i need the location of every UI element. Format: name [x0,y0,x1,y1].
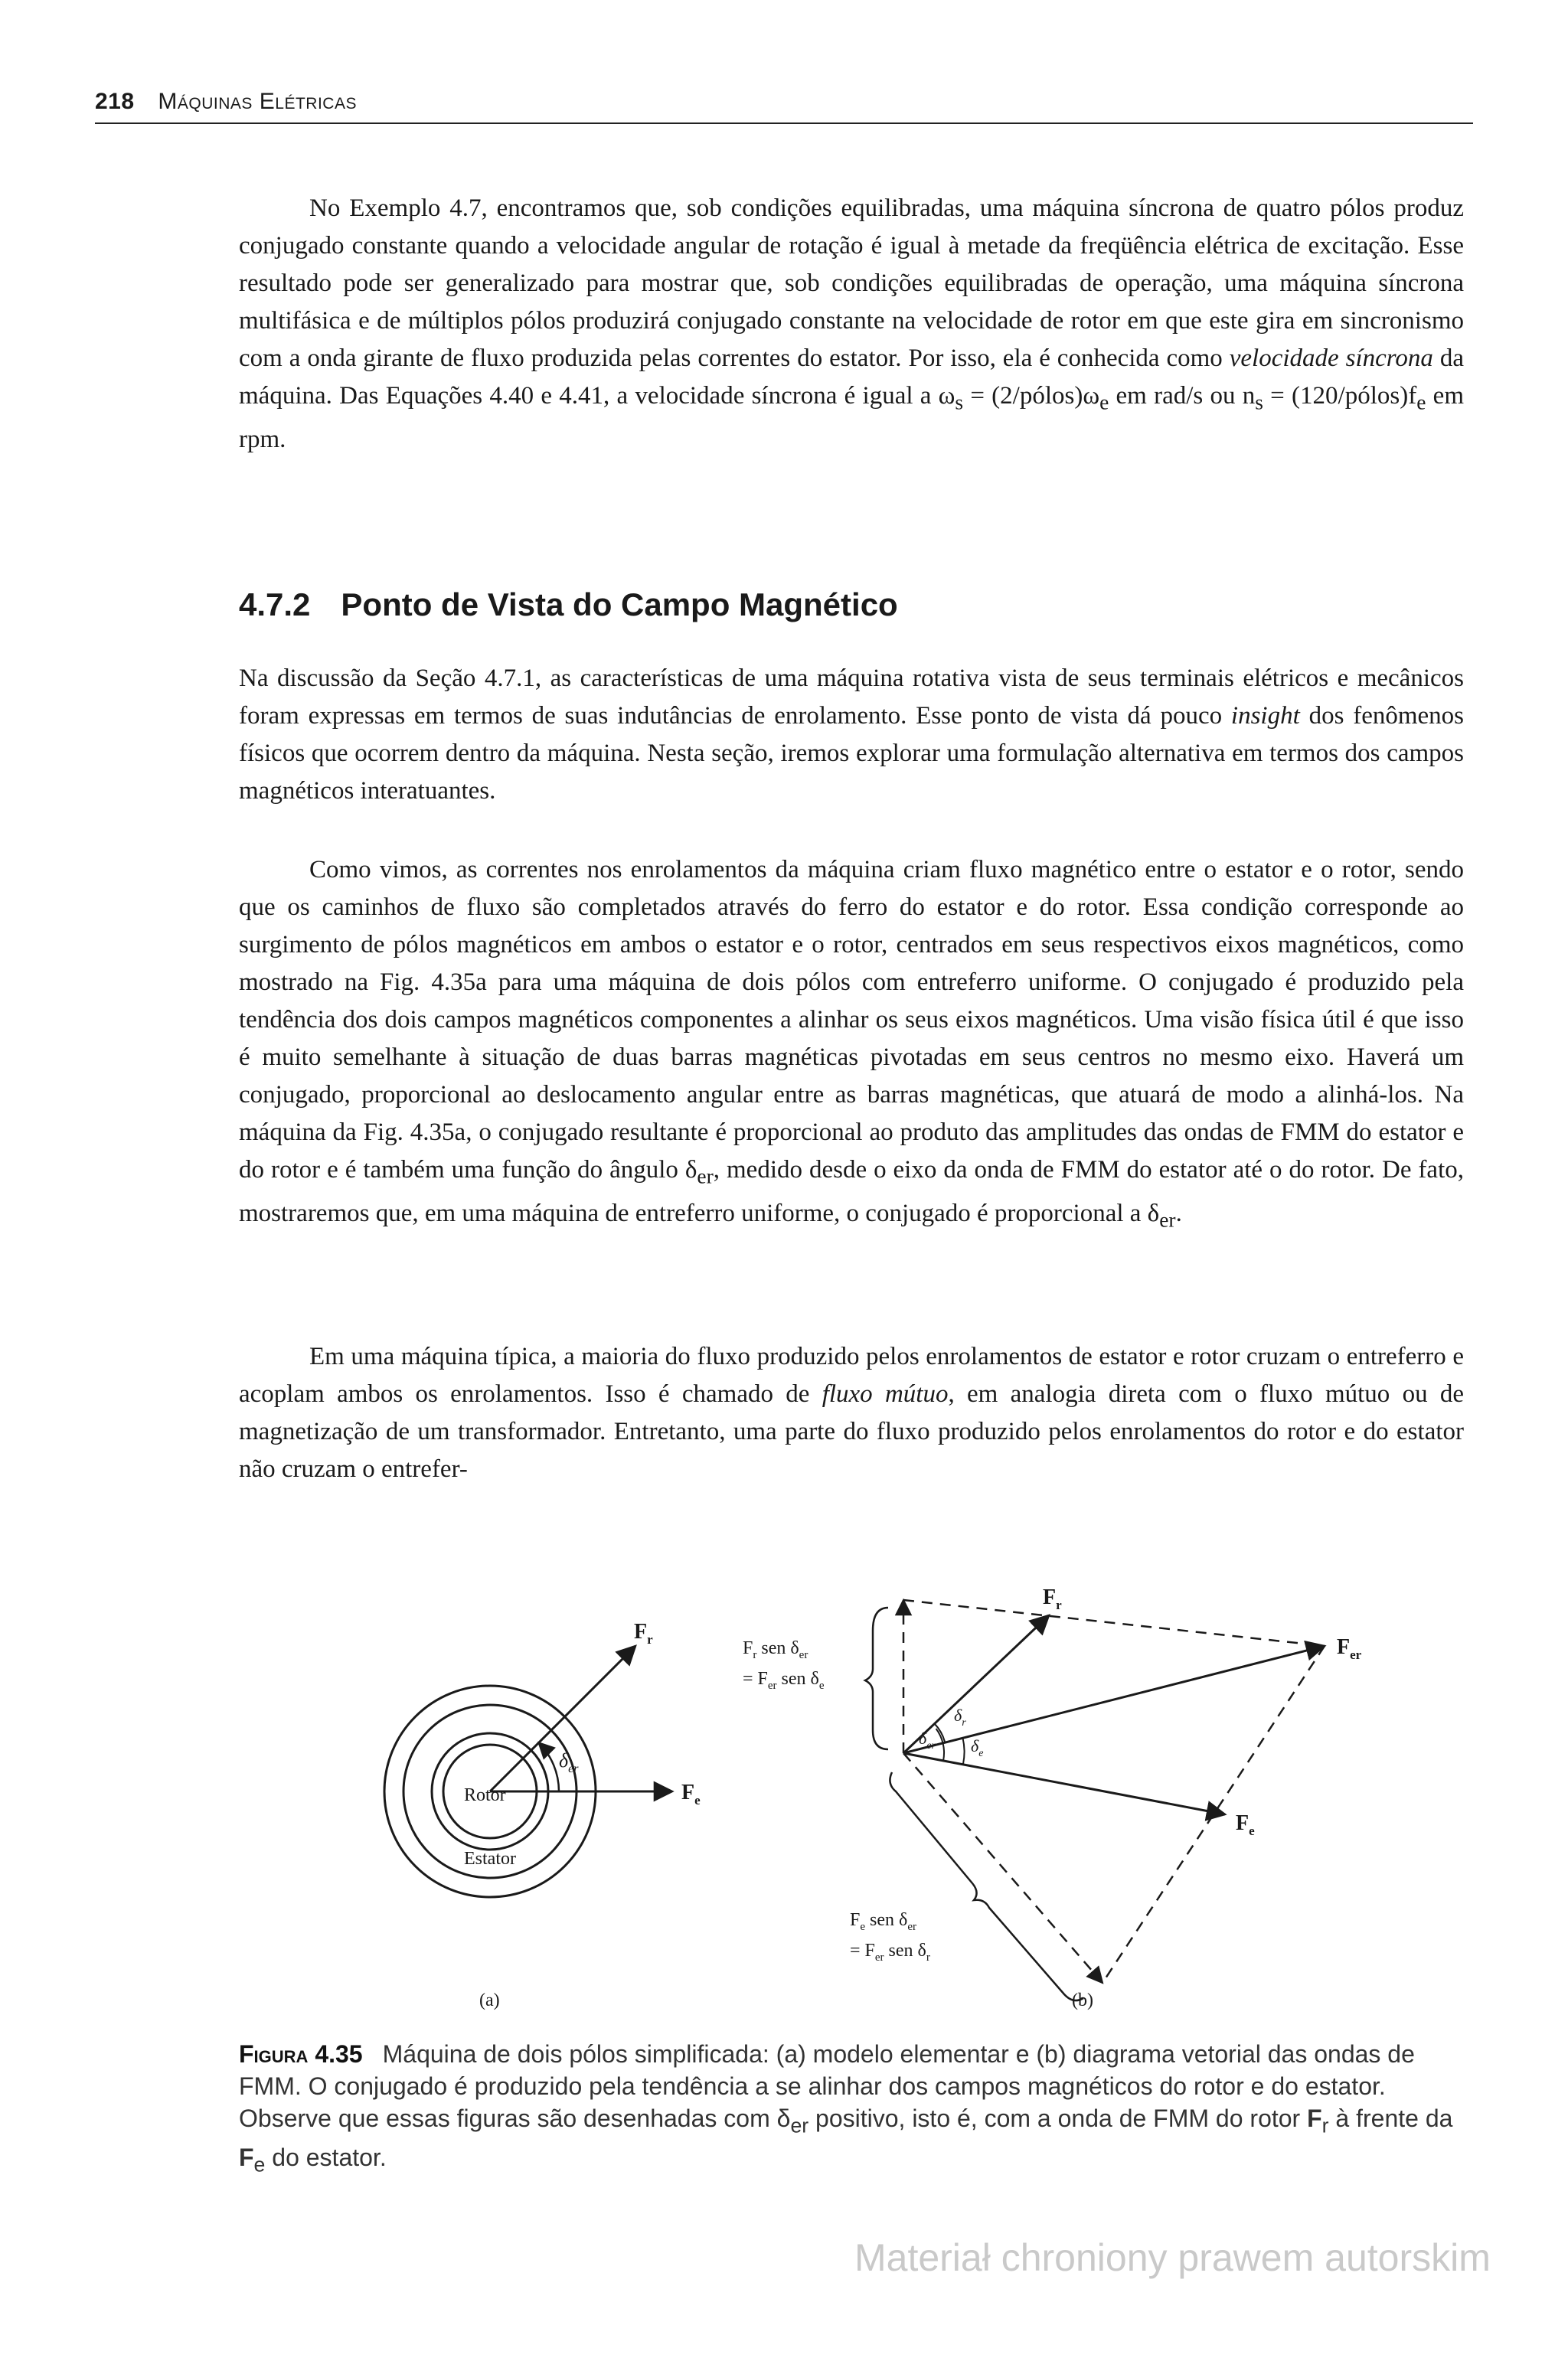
vector-fer [903,1646,1325,1753]
paragraph-2: Na discussão da Seção 4.7.1, as características de uma máquina rotativa vista de seus terminais elétricos e mecânicos foram expressas em termos de suas indutâncias de enrolamento. Esse ponto de vista dá pouco insight dos fenômenos físicos que ocorrem dentro da máquina. Nesta seção, iremos explorar uma formulação alternativa em termos dos campos magnéticos interatuantes. [239,665,1465,805]
section-title: Ponto de Vista do Campo Magnético [341,586,898,622]
dashed-top-line [903,1600,1325,1646]
bottom-equation-line-1: $F_e$ sen $\delta_{er}$ [850,1910,916,1933]
caption-label: Figura 4.35 [239,2040,363,2068]
paragraph-4: Em uma máquina típica, a maioria do fluxo produzido pelos enrolamentos de estator e rotor cruzam o entreferro e acoplam ambos os enrolamentos. Isso é chamado de fluxo mútuo, em analogia direta com o fluxo mútuo ou de magnetização de um transformador. Entretanto, uma parte do fluxo produzido pelos enrolamentos do rotor e do estator não cruzam o entrefer- [239,1343,1465,1483]
term-fluxo-mutuo: fluxo mútuo [822,1380,949,1408]
arc-delta-r [935,1724,945,1742]
bottom-equation-line-2: = $F_{er}$ sen $\delta_r$ [850,1941,930,1964]
copyright-watermark: Materiał chroniony prawem autorskim [854,2236,1491,2279]
delta-e-label: $\delta_e$ [971,1736,984,1759]
section-heading [239,586,898,623]
vector-fs [903,1753,1225,1814]
left-equation-line-2: = $F_{er}$ sen $\delta_e$ [743,1669,825,1692]
term-velocidade-sincrona: velocidade síncrona [1229,345,1433,372]
figure-caption: Figura 4.35 Máquina de dois pólos simplificada: (a) modelo elementar e (b) diagrama vetorial das ondas de FMM. O conjugado é produzido pela tendência a se alinhar dos campos magnéticos do rotor e do estator. Observe que essas figuras são desenhadas com $\delta_{er}$ positivo, isto é, com a onda de FMM do rotor $F_r$ à frente da $F_e$ do estator. [239,2040,1453,2176]
brace-left [865,1608,888,1749]
page-number: 218 [95,89,135,114]
panel-b [743,1585,1362,2010]
left-equation-line-1: $F_r$ sen $\delta_{er}$ [743,1638,808,1661]
angle-label-a: $\delta_{er}$ [559,1749,579,1775]
fs-label-a: $F_e$ [681,1781,701,1807]
fr-label-a: $F_r$ [634,1620,653,1647]
running-title: Máquinas Elétricas [158,89,357,114]
rotor-label: Rotor [464,1785,506,1805]
panel-label-b: (b) [1072,1990,1093,2010]
arc-delta-e [963,1738,965,1764]
paragraph-1: No Exemplo 4.7, encontramos que, sob condições equilibradas, uma máquina síncrona de quatro pólos produz conjugado constante quando a velocidade angular de rotação é igual à metade da freqüência elétrica de excitação. Esse resultado pode ser generalizado para mostrar que, sob condições equilibradas de operação, uma máquina síncrona multifásica e de múltiplos pólos produzirá conjugado constante na velocidade de rotor em que este gira em sincronismo com a onda girante de fluxo produzida pelas correntes do estator. Por isso, ela é conhecida como velocidade síncrona da máquina. Das Equações 4.40 e 4.41, a velocidade síncrona é igual a $\omega_s$ = $(2/pólos)\omega_e$ em rad/s ou $n_s$ = $(120/pólos)f_e$ em rpm. [239,194,1464,453]
delta-r-label: $\delta_r$ [954,1706,966,1729]
dashed-diagonal-line [903,1753,1102,1983]
delta-er-label: $\delta_{er}$ [919,1729,936,1752]
fr-label-b: $F_r$ [1043,1585,1062,1612]
figure-4-35 [337,1562,1485,2021]
dashed-right-line [1102,1646,1325,1983]
paragraph-3: Como vimos, as correntes nos enrolamentos da máquina criam fluxo magnético entre o estator e o rotor, sendo que os caminhos de fluxo são completados através do ferro do estator e do rotor. Essa condição corresponde ao surgimento de pólos magnéticos em ambos o estator e o rotor, centrados em seus respectivos eixos magnéticos, como mostrado na Fig. 4.35a para uma máquina de dois pólos com entreferro uniforme. O conjugado é produzido pela tendência dos dois campos magnéticos componentes a alinhar os seus eixos magnéticos. Uma visão física útil é que isso é muito semelhante à situação de duas barras magnéticas pivotadas em seus centros no mesmo eixo. Haverá um conjugado, proporcional ao deslocamento angular entre as barras magnéticas, que atuará de modo a alinhá-los. Na máquina da Fig. 4.35a, o conjugado resultante é proporcional ao produto das amplitudes das ondas de FMM do estator e do rotor e é também uma função do ângulo $\delta_{er}$, medido desde o eixo da onda de FMM do estator até o do rotor. De fato, mostraremos que, em uma máquina de entreferro uniforme, o conjugado é proporcional a $\delta_{er}$. [239,856,1464,1232]
panel-a [384,1620,701,2010]
brace-bottom [890,1772,1083,2000]
fs-label-b: $F_e$ [1236,1811,1255,1838]
header-rule [95,122,1473,124]
stator-label: Estator [464,1849,516,1869]
panel-label-a: (a) [479,1990,500,2010]
page-header [95,89,1473,115]
fer-label-b: $F_{er}$ [1337,1635,1362,1662]
section-number: 4.7.2 [239,586,311,622]
term-insight: insight [1230,702,1300,730]
